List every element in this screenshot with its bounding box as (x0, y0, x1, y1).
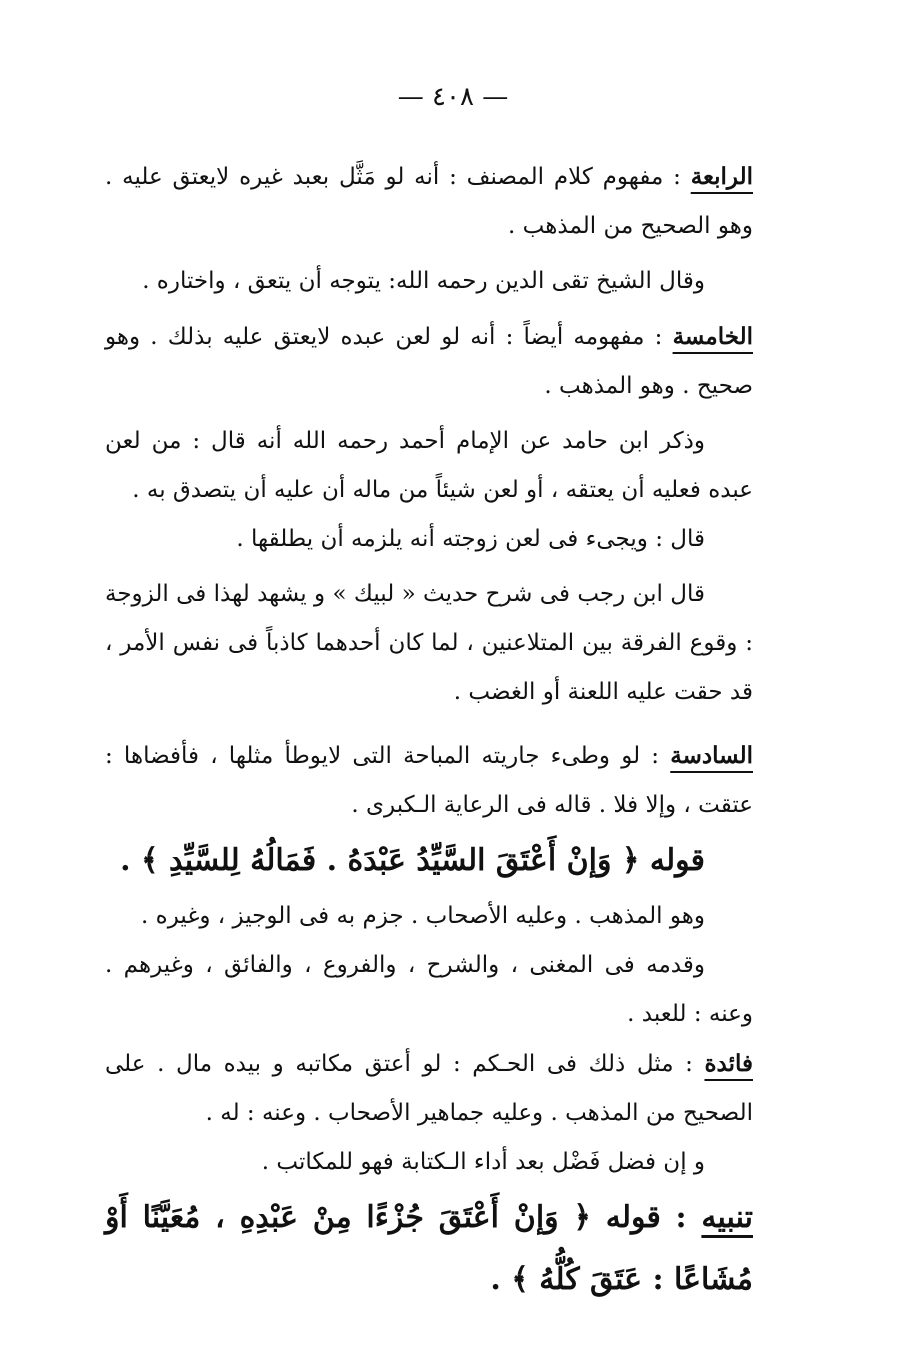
paragraph-text: : لو وطىء جاريته المباحة التى لايوطأ مثلها ، فأفضاها : عتقت ، وإلا فلا . قاله فى الرعاية الـكبرى . (105, 743, 753, 818)
quote-partial-freeing (105, 1187, 753, 1311)
term-label: السادسة (670, 742, 754, 769)
paragraph-fifth (105, 312, 753, 411)
quote-text: : قوله ﴿ وَإنْ أَعْتَقَ جُزْءًا مِنْ عَبْدِهِ ، مُعَيَّنًا أَوْ مُشَاعًا : عَتَقَ كُلُّهُ ﴾ . (105, 1200, 753, 1297)
paragraph-fourth (105, 152, 753, 251)
body-text (105, 152, 753, 1311)
paragraph-spouse: قال : ويجىء فى لعن زوجته أنه يلزمه أن يطلقها . (236, 526, 705, 552)
paragraph-text: : مفهومه أيضاً : أنه لو لعن عبده لايعتق عليه بذلك . وهو صحيح . وهو المذهب . (105, 324, 753, 399)
paragraph-text: : مثل ذلك فى الحـكم : لو أعتق مكاتبه و بيده مال . على الصحيح من المذهب . وعليه جماهير الأصحاب . وعنه : له . (105, 1051, 753, 1126)
term-label: تنبيه (701, 1200, 753, 1235)
term-label: الرابعة (690, 163, 754, 190)
page-number: — ٤٠٨ — (397, 82, 509, 112)
term-label: فائدة (704, 1050, 753, 1077)
term-label: الخامسة (672, 323, 753, 350)
paragraph-mughni: وقدمه فى المغنى ، والشرح ، والفروع ، والفائق ، وغيرهم . وعنه : للعبد . (105, 952, 753, 1027)
paragraph-sheikh-quote: وقال الشيخ تقى الدين رحمه الله: يتوجه أن يتعق ، واختاره . (142, 268, 705, 294)
paragraph-ibn-hamid: وذكر ابن حامد عن الإمام أحمد رحمه الله أنه قال : من لعن عبده فعليه أن يعتقه ، أو لعن شيئاً من ماله أن عليه أن يتصدق به . (105, 428, 753, 503)
paragraph-ibn-rajab: قال ابن رجب فى شرح حديث « لبيك » و يشهد لهذا فى الزوجة : وقوع الفرقة بين المتلاعنين ، لما كان أحدهما كاذباً فى نفس الأمر ، قد حقت عليه اللعنة أو الغضب . (105, 581, 753, 705)
paragraph-text: : مفهوم كلام المصنف : أنه لو مَثَّل بعبد غيره لايعتق عليه . وهو الصحيح من المذهب . (105, 164, 753, 239)
quote-master-frees-slave: قوله ﴿ وَإنْ أَعْتَقَ السَّيِّدُ عَبْدَهُ . فَمَالُهُ لِلسَّيِّدِ ﴾ . (120, 843, 705, 878)
paragraph-madhhab: وهو المذهب . وعليه الأصحاب . جزم به فى الوجيز ، وغيره . (141, 903, 705, 929)
paragraph-sixth (105, 731, 753, 830)
paragraph-surplus: و إن فضل فَضْل بعد أداء الـكتابة فهو للمكاتب . (261, 1149, 705, 1175)
paragraph-benefit (105, 1039, 753, 1138)
